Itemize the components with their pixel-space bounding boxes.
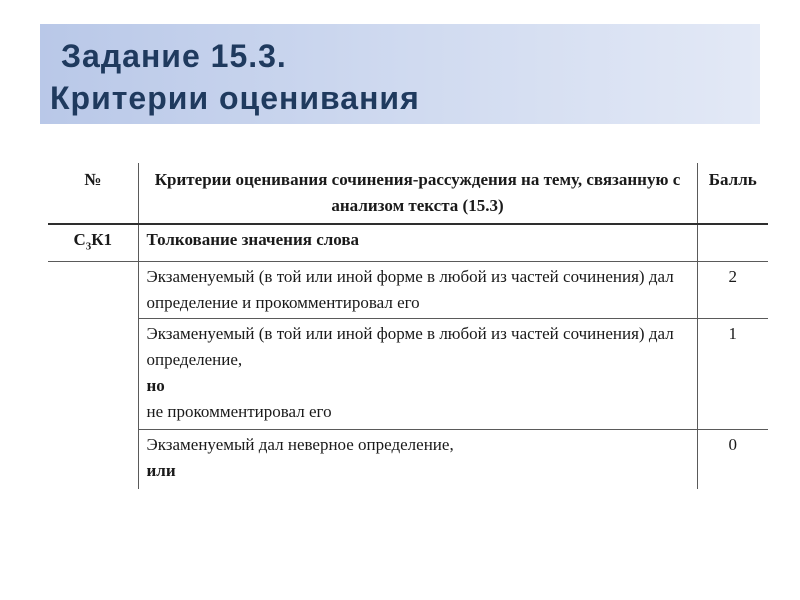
criteria-table [48,163,768,489]
header-number: № [48,163,138,224]
score-value: 1 [697,319,768,430]
criterion-connector: но [146,376,165,396]
criteria-table-container [48,163,768,489]
score-value: 2 [697,262,768,319]
criterion-description [138,430,697,489]
criterion-code-prefix: С [73,230,86,249]
number-cell-empty [48,319,138,430]
criterion-code-suffix: К1 [91,230,113,249]
score-value: 0 [697,430,768,489]
criterion-description-text-2: не прокомментировал его [146,402,332,422]
criterion-code [48,224,138,262]
table-header-row [48,163,768,224]
number-cell-empty [48,430,138,489]
criterion-code-subscript: 3 [85,240,92,253]
criterion-connector: или [146,461,176,481]
table-row [48,262,768,319]
table-row [48,319,768,430]
criterion-title-row [48,224,768,262]
criterion-description-text: Экзаменуемый дал неверное определение, [146,435,454,455]
slide-title-line-2: Критерии оценивания [50,80,420,116]
header-score: Балль [697,163,768,224]
number-cell-empty [48,262,138,319]
criterion-description-text: Экзаменуемый (в той или иной форме в любой из частей сочинения) дал определение, [146,324,674,370]
criterion-description [138,319,697,430]
header-criteria: Критерии оценивания сочинения-рассуждения на тему, связанную с анализом текста (15.3) [138,163,697,224]
criterion-title: Толкование значения слова [138,224,697,262]
criterion-title-score-empty [697,224,768,262]
criterion-description: Экзаменуемый (в той или иной форме в любой из частей сочинения) дал определение и прокомментировал его [138,262,697,319]
table-row [48,430,768,489]
slide-title-line-1: Задание 15.3. [61,38,287,74]
